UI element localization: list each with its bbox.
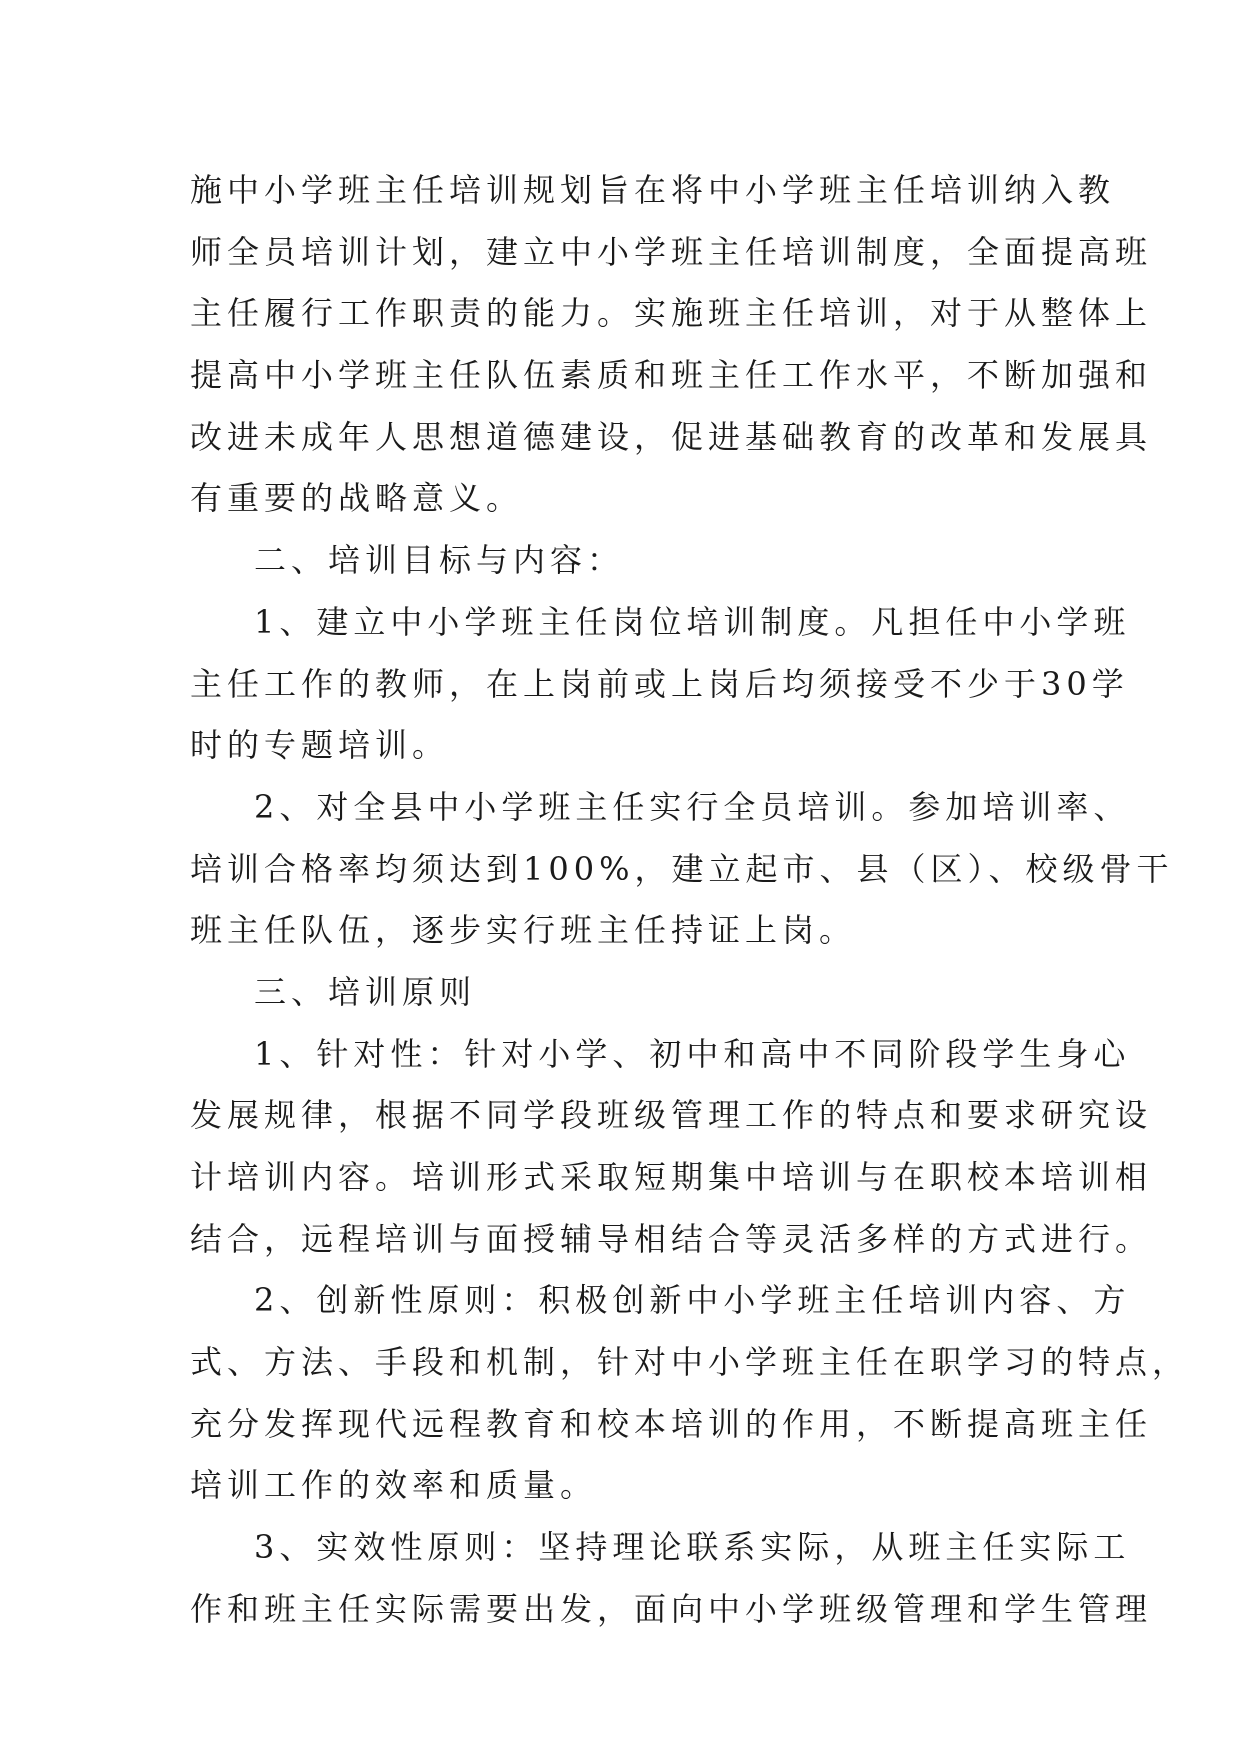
text-line: 3、实效性原则：坚持理论联系实际，从班主任实际工 [254, 1528, 1131, 1567]
section-heading: 二、培训目标与内容： [254, 541, 625, 580]
section-heading: 三、培训原则 [254, 972, 477, 1011]
text-line: 培训合格率均须达到100%，建立起市、县（区）、校级骨干 [190, 849, 1174, 888]
text-line: 有重要的战略意义。 [190, 479, 524, 518]
text-line: 结合，远程培训与面授辅导相结合等灵活多样的方式进行。 [190, 1219, 1153, 1258]
text-line: 计培训内容。培训形式采取短期集中培训与在职校本培训相 [190, 1158, 1153, 1196]
body-text [190, 160, 1190, 1641]
text-line: 2、创新性原则：积极创新中小学班主任培训内容、方 [254, 1281, 1131, 1320]
text-line: 提高中小学班主任队伍素质和班主任工作水平，不断加强和 [190, 356, 1153, 395]
text-line: 充分发挥现代远程教育和校本培训的作用，不断提高班主任 [190, 1404, 1153, 1443]
text-line: 时的专题培训。 [190, 726, 450, 765]
text-line: 师全员培训计划，建立中小学班主任培训制度，全面提高班 [190, 232, 1153, 271]
text-line: 式、方法、手段和机制，针对中小学班主任在职学习的特点， [190, 1343, 1190, 1382]
text-line: 作和班主任实际需要出发，面向中小学班级管理和学生管理 [190, 1589, 1153, 1628]
text-line: 班主任队伍，逐步实行班主任持证上岗。 [190, 911, 857, 950]
text-line: 施中小学班主任培训规划旨在将中小学班主任培训纳入教 [190, 171, 1116, 209]
text-line: 发展规律，根据不同学段班级管理工作的特点和要求研究设 [190, 1096, 1153, 1135]
text-line: 1、建立中小学班主任岗位培训制度。凡担任中小学班 [254, 602, 1131, 641]
text-line: 1、针对性：针对小学、初中和高中不同阶段学生身心 [254, 1034, 1131, 1073]
text-line: 主任履行工作职责的能力。实施班主任培训，对于从整体上 [190, 294, 1153, 333]
text-line: 2、对全县中小学班主任实行全员培训。参加培训率、 [254, 787, 1131, 826]
text-line: 改进未成年人思想道德建设，促进基础教育的改革和发展具 [190, 417, 1153, 456]
text-line: 主任工作的教师，在上岗前或上岗后均须接受不少于30学 [190, 664, 1129, 703]
text-line: 培训工作的效率和质量。 [190, 1466, 598, 1505]
